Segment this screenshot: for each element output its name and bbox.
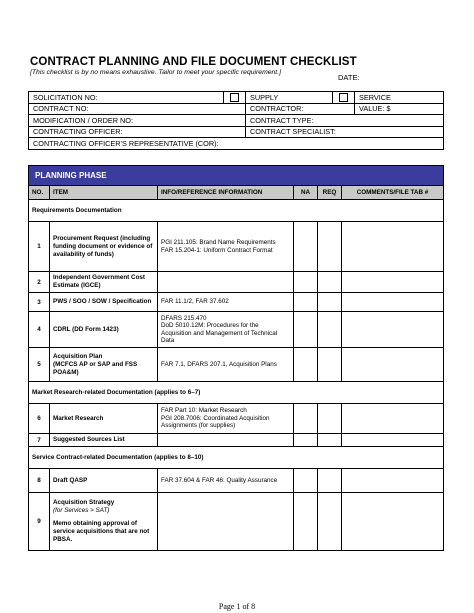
- cor-field[interactable]: CONTRACTING OFFICER'S REPRESENTATIVE (COR):: [29, 138, 444, 150]
- row-number: 8: [29, 469, 50, 493]
- contract-no-field[interactable]: CONTRACT NO:: [29, 103, 246, 115]
- table-row: [29, 222, 444, 272]
- na-cell[interactable]: [294, 493, 318, 551]
- comments-cell[interactable]: [342, 293, 444, 312]
- table-row: [29, 469, 444, 493]
- document-subtitle: [This checklist is by no means exhaustive. Tailor to meet your specific requirement.]: [30, 69, 281, 76]
- row-item-cell: [50, 493, 158, 551]
- service-checkbox[interactable]: [339, 93, 348, 102]
- row-number: 9: [29, 493, 50, 551]
- row-number: 6: [29, 404, 50, 434]
- row-info: DFARS 215.470 DoD 5010.12M: Procedures for the Acquisition and Management of Technical Data: [158, 312, 294, 348]
- contract-type-field[interactable]: CONTRACT TYPE:: [246, 115, 444, 127]
- section-header: Service Contract-related Documentation (applies to 8–10): [29, 447, 444, 469]
- header-na: NA: [294, 186, 318, 200]
- header-req: REQ: [318, 186, 342, 200]
- service-label: SERVICE: [355, 92, 444, 104]
- supply-checkbox-cell[interactable]: [224, 92, 246, 104]
- section-header: Requirements Documentation: [29, 200, 444, 222]
- row-item: Draft QASP: [50, 469, 158, 493]
- row-number: 4: [29, 312, 50, 348]
- table-row: [29, 404, 444, 434]
- row-info: FAR 37.604 & FAR 46: Quality Assurance: [158, 469, 294, 493]
- req-cell[interactable]: [318, 348, 342, 382]
- row-item: Acquisition Strategy: [53, 499, 115, 506]
- comments-cell[interactable]: [342, 404, 444, 434]
- row-item: Market Research: [50, 404, 158, 434]
- row-item: Independent Government Cost Estimate (IGCE): [50, 272, 158, 293]
- row-info: FAR 11.1/2, FAR 37.602: [158, 293, 294, 312]
- row-number: 5: [29, 348, 50, 382]
- row-item: Acquisition Plan (MCFCS AP or SAP and FSS POA&M): [50, 348, 158, 382]
- header-item: ITEM: [50, 186, 158, 200]
- na-cell[interactable]: [294, 469, 318, 493]
- contract-info-table: [28, 91, 444, 150]
- value-field[interactable]: VALUE: $: [355, 103, 444, 115]
- row-item: Suggested Sources List: [50, 434, 158, 447]
- section-header: Market Research-related Documentation (applies to 6–7): [29, 382, 444, 404]
- req-cell[interactable]: [318, 293, 342, 312]
- req-cell[interactable]: [318, 312, 342, 348]
- checklist-table: [28, 165, 444, 551]
- row-info: [158, 493, 294, 551]
- contracting-officer-field[interactable]: CONTRACTING OFFICER:: [29, 126, 246, 138]
- na-cell[interactable]: [294, 404, 318, 434]
- na-cell[interactable]: [294, 348, 318, 382]
- req-cell[interactable]: [318, 434, 342, 447]
- row-number: 1: [29, 222, 50, 272]
- na-cell[interactable]: [294, 434, 318, 447]
- contractor-field[interactable]: CONTRACTOR:: [246, 103, 355, 115]
- req-cell[interactable]: [318, 272, 342, 293]
- comments-cell[interactable]: [342, 348, 444, 382]
- row-item-sub: (for Services > SAT): [53, 507, 110, 514]
- header-comments: COMMENTS/FILE TAB #: [342, 186, 444, 200]
- table-row: [29, 312, 444, 348]
- row-item-extra: Memo obtaining approval of service acquisitions that are not PBSA.: [53, 520, 150, 543]
- row-item: Procurement Request (including funding document or evidence of availability of funds): [50, 222, 158, 272]
- row-item: PWS / SOO / SOW / Specification: [50, 293, 158, 312]
- table-row: [29, 434, 444, 447]
- comments-cell[interactable]: [342, 312, 444, 348]
- table-row: [29, 293, 444, 312]
- req-cell[interactable]: [318, 469, 342, 493]
- row-info: FAR 7.1, DFARS 207.1, Acquisition Plans: [158, 348, 294, 382]
- header-info: INFO/REFERENCE INFORMATION: [158, 186, 294, 200]
- row-number: 3: [29, 293, 50, 312]
- service-checkbox-cell[interactable]: [333, 92, 355, 104]
- modification-field[interactable]: MODIFICATION / ORDER NO:: [29, 115, 246, 127]
- na-cell[interactable]: [294, 272, 318, 293]
- req-cell[interactable]: [318, 493, 342, 551]
- supply-label: SUPPLY: [246, 92, 333, 104]
- comments-cell[interactable]: [342, 493, 444, 551]
- na-cell[interactable]: [294, 293, 318, 312]
- na-cell[interactable]: [294, 312, 318, 348]
- row-info: PGI 211.105: Brand Name Requirements FAR 15.204-1: Uniform Contract Format: [158, 222, 294, 272]
- header-no: NO.: [29, 186, 50, 200]
- row-number: 2: [29, 272, 50, 293]
- na-cell[interactable]: [294, 222, 318, 272]
- comments-cell[interactable]: [342, 434, 444, 447]
- supply-checkbox[interactable]: [230, 93, 239, 102]
- comments-cell[interactable]: [342, 469, 444, 493]
- page-footer: Page 1 of 8: [218, 602, 256, 611]
- table-row: [29, 493, 444, 551]
- row-number: 7: [29, 434, 50, 447]
- contract-specialist-field[interactable]: CONTRACT SPECIALIST:: [246, 126, 444, 138]
- comments-cell[interactable]: [342, 272, 444, 293]
- req-cell[interactable]: [318, 222, 342, 272]
- comments-cell[interactable]: [342, 222, 444, 272]
- phase-title: PLANNING PHASE: [29, 166, 444, 186]
- row-info: [158, 272, 294, 293]
- row-info: [158, 434, 294, 447]
- row-item: CDRL (DD Form 1423): [50, 312, 158, 348]
- table-row: [29, 272, 444, 293]
- req-cell[interactable]: [318, 404, 342, 434]
- document-title: CONTRACT PLANNING AND FILE DOCUMENT CHECKLIST: [30, 56, 357, 68]
- solicitation-no-field[interactable]: SOLICITATION NO:: [29, 92, 224, 104]
- row-info: FAR Part 10: Market Research PGI 208.7006: Coordinated Acquisition Assignments (for supplies): [158, 404, 294, 434]
- table-row: [29, 348, 444, 382]
- date-label: DATE:: [338, 73, 360, 82]
